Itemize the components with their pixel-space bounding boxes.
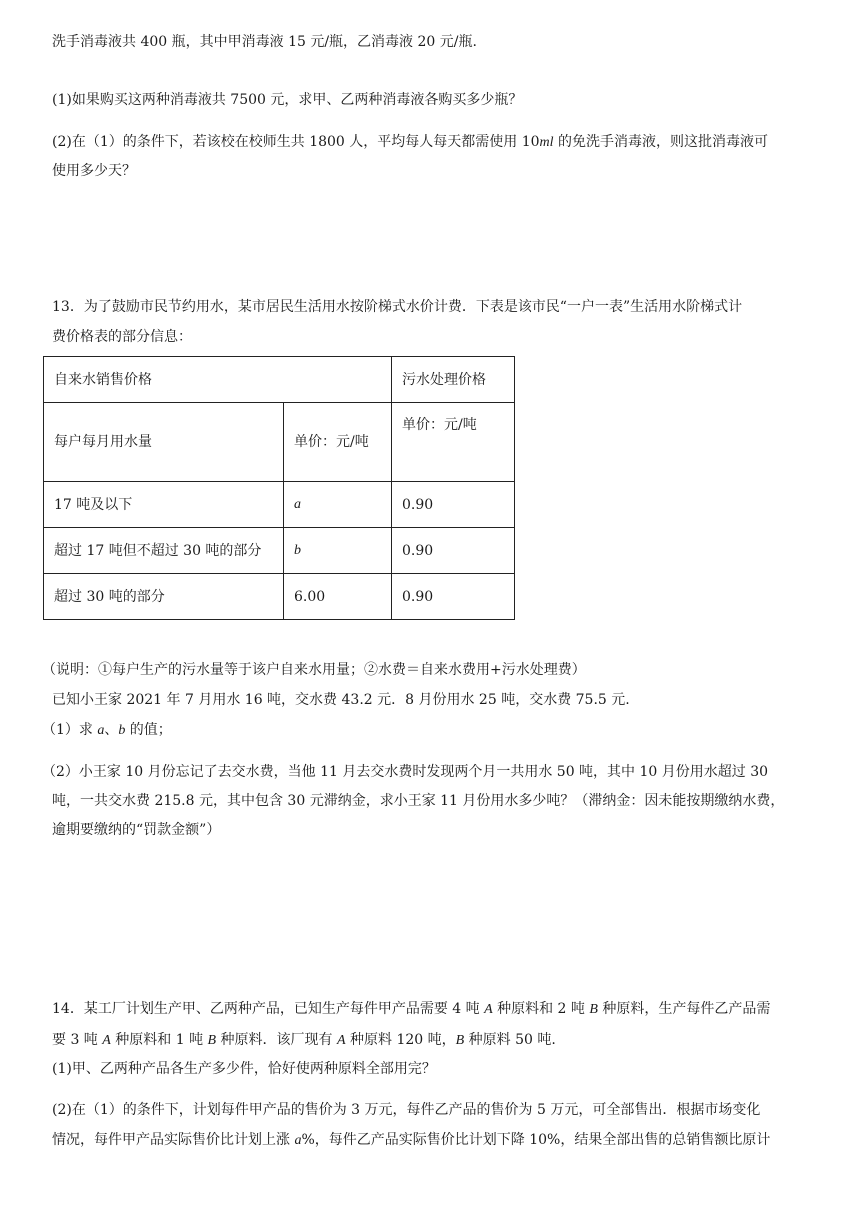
table-cell-range: 超过 17 吨但不超过 30 吨的部分 <box>44 528 284 574</box>
table-subheader-sewage-unit-price: 单价：元/吨 <box>392 403 515 482</box>
table-cell-price: 6.00 <box>284 574 392 620</box>
table-row <box>44 482 515 528</box>
table-cell-sewage: 0.90 <box>392 528 515 574</box>
table-subheader-usage: 每户每月用水量 <box>44 403 284 482</box>
table-header-sewage-price: 污水处理价格 <box>392 357 515 403</box>
table-cell-sewage: 0.90 <box>392 482 515 528</box>
q13-part2-line3: 逾期要缴纳的“罚款金额”） <box>52 822 221 838</box>
q13-part2-line1: （2）小王家 10 月份忘记了去交水费，当他 11 月去交水费时发现两个月一共用水 50 吨，其中 10 月份用水超过 30 <box>42 764 769 780</box>
q12-part2-line1: (2)在（1）的条件下，若该校在校师生共 1800 人，平均每人每天都需使用 10ml 的免洗手消毒液，则这批消毒液可 <box>52 134 768 150</box>
q13-known: 已知小王家 2021 年 7 月用水 16 吨，交水费 43.2 元．8 月份用水 25 吨，交水费 75.5 元. <box>52 692 630 708</box>
q12-part2-line2: 使用多少天？ <box>52 163 136 179</box>
q14-part2-line1: (2)在（1）的条件下，计划每件甲产品的售价为 3 万元，每件乙产品的售价为 5 万元，可全部售出．根据市场变化 <box>52 1102 761 1118</box>
q13-part2-line2: 吨，一共交水费 215.8 元，其中包含 30 元滞纳金，求小王家 11 月份用水多少吨？（滞纳金：因未能按期缴纳水费， <box>52 793 785 809</box>
table-cell-range: 超过 30 吨的部分 <box>44 574 284 620</box>
q14-line2: 要 3 吨 A 种原料和 1 吨 B 种原料．该厂现有 A 种原料 120 吨，B 种原料 50 吨. <box>52 1032 556 1048</box>
q13-intro-line1: 13．为了鼓励市民节约用水，某市居民生活用水按阶梯式水价计费．下表是该市民“一户一表”生活用水阶梯式计 <box>52 299 743 315</box>
table-header-water-price: 自来水销售价格 <box>44 357 392 403</box>
q12-part1: (1)如果购买这两种消毒液共 7500 元，求甲、乙两种消毒液各购买多少瓶？ <box>52 92 523 108</box>
table-cell-price: b <box>284 528 392 574</box>
q13-note: （说明：①每户生产的污水量等于该户自来水用量；②水费＝自来水费用+污水处理费） <box>42 662 586 678</box>
q14-line1: 14．某工厂计划生产甲、乙两种产品，已知生产每件甲产品需要 4 吨 A 种原料和 2 吨 B 种原料，生产每件乙产品需 <box>52 1001 771 1017</box>
table-row <box>44 528 515 574</box>
q13-intro-line2: 费价格表的部分信息： <box>52 329 192 345</box>
q14-part1: (1)甲、乙两种产品各生产多少件，恰好使两种原料全部用完？ <box>52 1061 436 1077</box>
table-subheader-unit-price: 单价：元/吨 <box>284 403 392 482</box>
table-cell-price: a <box>284 482 392 528</box>
water-price-table <box>43 356 515 620</box>
q13-part1: （1）求 a、b 的值； <box>42 722 172 738</box>
q14-part2-line2: 情况，每件甲产品实际售价比计划上涨 a%，每件乙产品实际售价比计划下降 10%，结果全部出售的总销售额比原计 <box>52 1132 771 1148</box>
q12-line1: 洗手消毒液共 400 瓶，其中甲消毒液 15 元/瓶，乙消毒液 20 元/瓶. <box>52 34 477 50</box>
table-cell-sewage: 0.90 <box>392 574 515 620</box>
table-cell-range: 17 吨及以下 <box>44 482 284 528</box>
table-row <box>44 574 515 620</box>
